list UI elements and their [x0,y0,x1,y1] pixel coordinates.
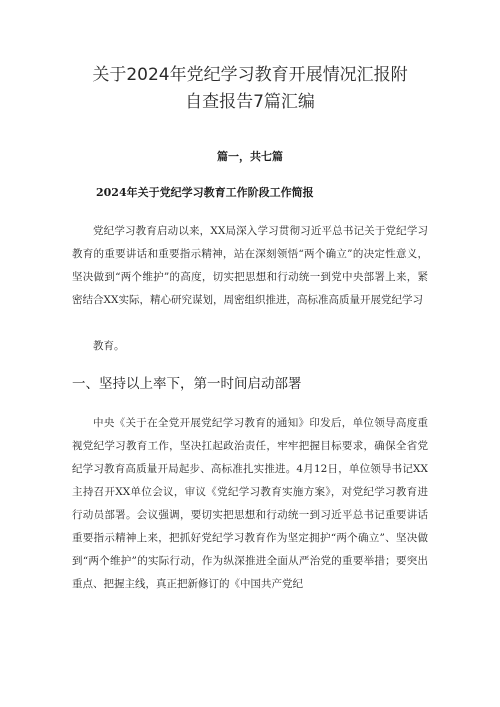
document-title [72,0,428,116]
document-title-line2: 自查报告7篇汇编 [185,92,315,112]
document-subtitle: 2024年关于党纪学习教育工作阶段工作简报 [96,186,314,199]
paragraph-1: 党纪学习教育启动以来，XX局深入学习贯彻习近平总书记关于党纪学习教育的重要讲话和重要指示精神，站在深刻领悟“两个确立”的决定性意义，坚决做到“两个维护”的高度，切实把思想和行动统一到党中央部署上来，紧密结合XX实际，精心研究谋划，周密组织推进，高标准高质量开展党纪学习 [72,225,428,306]
paragraph-3: 中央《关于在全党开展党纪学习教育的通知》印发后，单位领导高度重视党纪学习教育工作，坚决扛起政治责任，牢牢把握目标要求，确保全省党纪学习教育高质量开局起步、高标准扎实推进。4月12日，单位领导书记XX主持召开XX单位会议，审议《党纪学习教育实施方案》，对党纪学习教育进行动员部署。会议强调，要切实把思想和行动统一到习近平总书记重要讲话重要指示精神上来，把抓好党纪学习教育作为坚定拥护“两个确立”、坚决做到“两个维护”的实际行动，作为纵深推进全面从严治党的重要举措；要突出重点、把握主线，真正把新修订的《中国共产党纪 [72,417,428,590]
paragraph-2: 教育。 [93,340,125,352]
section-label: 篇一，共七篇 [217,150,283,163]
document-title-line1: 关于2024年党纪学习教育开展情况汇报附 [92,65,408,85]
section-heading-1: 一、坚持以上率下，第一时间启动部署 [72,376,302,392]
